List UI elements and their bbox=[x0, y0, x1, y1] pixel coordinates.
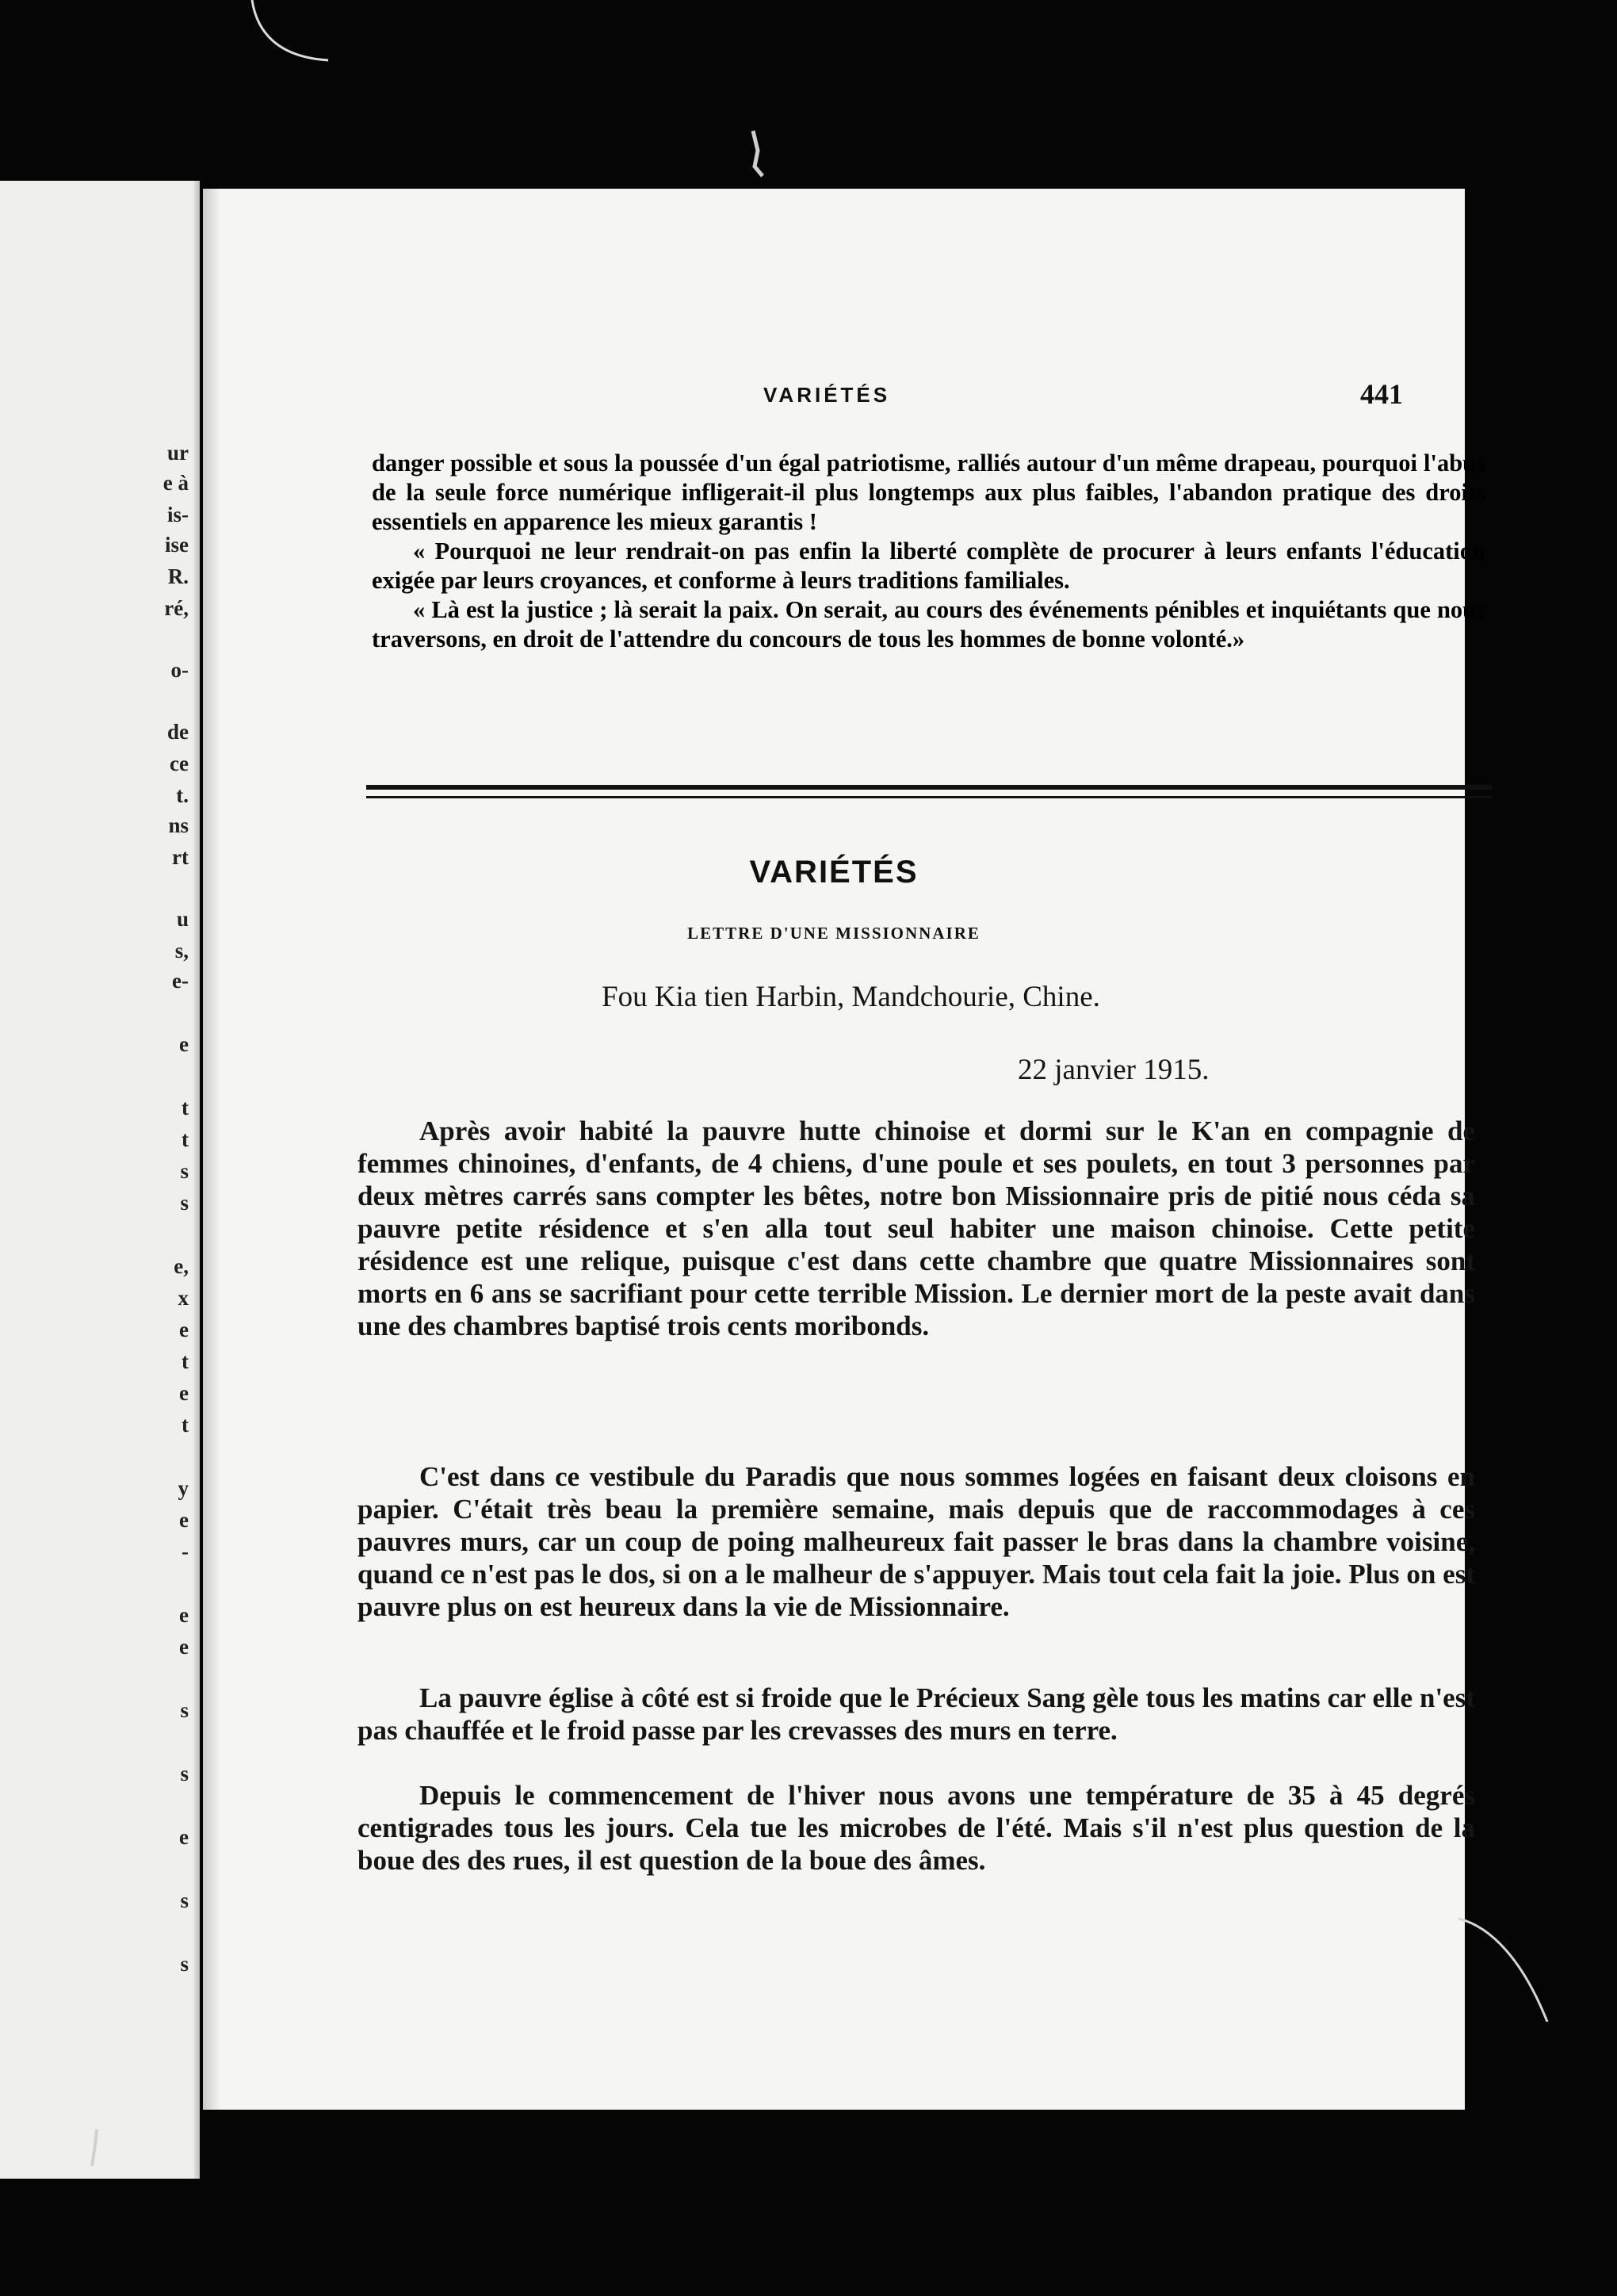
edge-fragment: e bbox=[179, 1032, 189, 1056]
edge-fragment: s bbox=[180, 1698, 189, 1722]
edge-fragment: de bbox=[167, 720, 189, 744]
edge-fragment: R. bbox=[167, 564, 189, 588]
edge-fragment: ce bbox=[170, 752, 189, 775]
scan-debris-mark bbox=[86, 2126, 109, 2174]
scan-hair-mark bbox=[246, 0, 333, 71]
edge-fragment: s bbox=[180, 1952, 189, 1976]
edge-fragment: e, bbox=[174, 1254, 189, 1278]
edge-fragment: - bbox=[182, 1540, 189, 1563]
scan-debris-mark bbox=[745, 127, 769, 182]
running-header: VARIÉTÉS bbox=[763, 383, 891, 407]
paragraph: « Là est la justice ; là serait la paix. On serait, au cours des événements pénibles et inquiétants que nous traversons, en droit de l'attendre du concours de tous les hommes de bonne volonté.» bbox=[372, 596, 1485, 652]
book-page bbox=[203, 189, 1485, 2110]
edge-fragment: e bbox=[179, 1603, 189, 1627]
edge-fragment: t bbox=[182, 1127, 189, 1151]
edge-fragment: x bbox=[178, 1286, 189, 1310]
edge-fragment: t bbox=[182, 1413, 189, 1437]
paragraph: « Pourquoi ne leur rendrait-on pas enfin la liberté complète de procurer à leurs enfants l'éducation exigée par leurs croyances, et conforme à leurs traditions familiales. bbox=[372, 538, 1485, 594]
page-number: 441 bbox=[1360, 378, 1403, 410]
edge-fragment: s bbox=[180, 1888, 189, 1912]
paragraph: danger possible et sous la poussée d'un égal patriotisme, ralliés autour d'un même drapeau, pourquoi l'abus de la seule force numérique infligerait-il plus longtemps aux plus faibles, l'abandon pratique des droits essentiels en apparence les mieux garantis ! bbox=[372, 450, 1485, 535]
edge-fragment: is- bbox=[167, 503, 189, 526]
edge-fragment: s bbox=[180, 1191, 189, 1215]
edge-fragment: t bbox=[182, 1096, 189, 1119]
section-title: VARIÉTÉS bbox=[749, 855, 919, 890]
letter-paragraph: Depuis le commencement de l'hiver nous avons une température de 35 à 45 degrés centigrades tous les jours. Cela tue les microbes de l'été. Mais s'il n'est plus question de la boue des des rues, il est question de la boue des âmes. bbox=[357, 1780, 1475, 1876]
continued-text-block bbox=[372, 449, 1485, 654]
edge-fragment: o- bbox=[170, 658, 189, 682]
edge-fragment: ur bbox=[167, 441, 189, 465]
edge-fragment: e bbox=[179, 1635, 189, 1659]
page-gutter-shadow bbox=[203, 189, 220, 2110]
book-gutter bbox=[193, 181, 200, 2179]
edge-fragment: ré, bbox=[164, 596, 189, 620]
edge-fragment: rt bbox=[172, 845, 189, 869]
letter-paragraph: Après avoir habité la pauvre hutte chinoise et dormi sur le K'an en compagnie de femmes chinoines, d'enfants, de 4 chiens, d'une poule et ses poulets, en tout 3 personnes par deux mètres carrés sans compter les bêtes, notre bon Missionnaire pris de pitié nous céda sa pauvre petite résidence et s'en alla tout seul habiter une maison chinoise. Cette petite résidence est une relique, puisque c'est dans cette chambre que quatre Missionnaires sont morts en 6 ans se sacrifiant pour cette terrible Mission. Le dernier mort de la peste avait dans une des chambres baptisé trois cents moribonds. bbox=[357, 1115, 1475, 1341]
edge-fragment: s bbox=[180, 1159, 189, 1183]
edge-fragment: t bbox=[182, 1349, 189, 1373]
edge-fragment: e bbox=[179, 1318, 189, 1341]
letter-paragraph: C'est dans ce vestibule du Paradis que nous sommes logées en faisant deux cloisons en papier. C'était très beau la première semaine, mais depuis que de raccommodages à ces pauvres murs, car un coup de poing malheureux fait passer le bras dans la chambre voisine, quand ce n'est pas le dos, si on a le malheur de s'appuyer. Mais tout cela fait la joie. Plus on est pauvre plus on est heureux dans la vie de Missionnaire. bbox=[357, 1461, 1475, 1622]
letter-paragraph: La pauvre église à côté est si froide que le Précieux Sang gèle tous les matins car elle n'est pas chauffée et le froid passe par les crevasses des murs en terre. bbox=[357, 1682, 1475, 1746]
edge-fragment: ise bbox=[165, 533, 189, 557]
letter-title: LETTRE D'UNE MISSIONNAIRE bbox=[687, 924, 981, 943]
edge-fragment: e bbox=[179, 1381, 189, 1405]
edge-fragment: e- bbox=[172, 969, 189, 993]
edge-fragment: y bbox=[178, 1476, 189, 1500]
edge-fragment: e à bbox=[162, 471, 189, 495]
edge-fragment: s, bbox=[174, 939, 189, 962]
section-divider-thin bbox=[366, 796, 1492, 798]
edge-fragment: ns bbox=[168, 813, 189, 837]
edge-fragment: u bbox=[176, 907, 189, 931]
section-divider-thick bbox=[366, 785, 1492, 790]
letter-place: Fou Kia tien Harbin, Mandchourie, Chine. bbox=[602, 981, 1100, 1013]
letter-date: 22 janvier 1915. bbox=[1018, 1054, 1210, 1086]
edge-fragment: e bbox=[179, 1508, 189, 1532]
scan-hair-mark bbox=[1458, 1903, 1554, 2030]
edge-fragment: t. bbox=[176, 783, 189, 807]
previous-page-edge bbox=[0, 181, 200, 2179]
edge-fragment: e bbox=[179, 1825, 189, 1849]
edge-fragment: s bbox=[180, 1762, 189, 1785]
